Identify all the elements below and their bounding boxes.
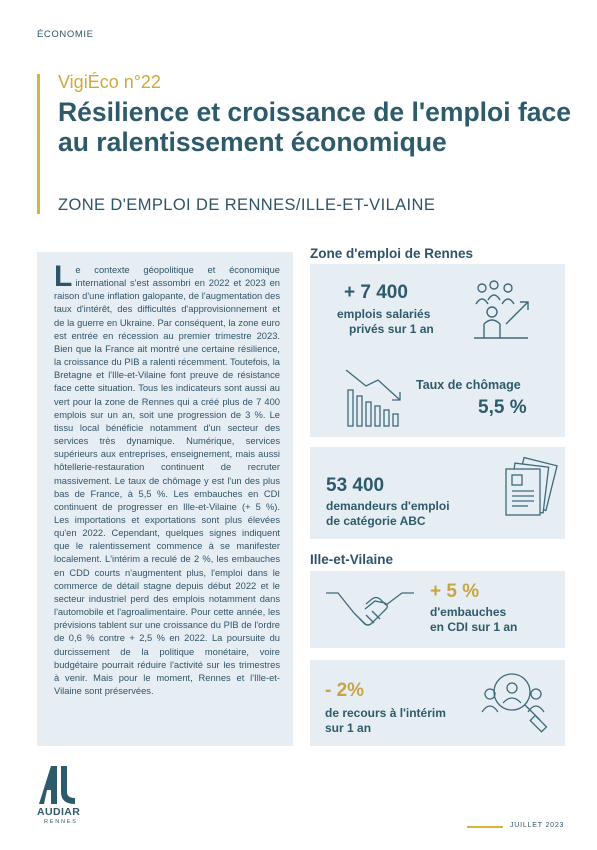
jobseekers-label-2: de catégorie ABC (326, 514, 426, 528)
handshake-icon (324, 583, 416, 635)
group-growth-icon (470, 280, 532, 340)
declining-bars-icon (344, 366, 408, 428)
jobs-value: + 7 400 (344, 282, 408, 303)
drop-cap: L (54, 260, 73, 293)
documents-icon (500, 455, 560, 521)
footer-date: JUILLET 2023 (510, 822, 565, 829)
interim-card (310, 660, 565, 746)
interim-value: - 2% (325, 680, 365, 701)
people-search-icon (480, 668, 552, 736)
jobs-label-1: emplois salariés (337, 307, 431, 321)
interim-label-1: de recours à l'intérim (325, 706, 446, 720)
title-accent-bar (37, 74, 40, 214)
cdi-card (310, 571, 565, 648)
audiar-logo (37, 764, 77, 806)
logo-name: AUDIAR (37, 806, 81, 818)
article-text: e contexte géopolitique et économique international s'est assombri en 2022 et 2023 en raison d'une inflation galopante, de l'augmentation des taux d'intérêt, des difficultés d'approvisionnement et de la guerre en Ukraine. Par conséquent, la zone euro est entrée en récession au premier trimestre 2023. Bien que la France ait montré une certaine résilience, la croissance du PIB a ralenti récemment. Toutefois, la Bretagne et l'Ille-et-Vilaine font preuve de résistance face cette situation. Tous les indicateurs sont aussi au vert pour la zone de Rennes qui a créé plus de 7 400 emplois sur un an, soit une progression de 3 %. Le tissu local bénéficie notamment d'un secteur des services très dynamique. Numérique, services supérieurs aux entreprises, enseignement, mais aussi hôtellerie-restauration continuent de recruter massivement. Le taux de chômage y est l'un des plus bas de France, à 5,5 %. Les embauches en CDI continuent de progresser en Ille-et-Vilaine (+ 5 %). Les importations et exportations sont plus élevées qu'en 2022. Cependant, quelques signes indiquent que le ralentissement commence à se manifester localement. L'intérim a reculé de 2 %, les embauches en CDD courts n'augmentent plus, l'emploi dans le commerce de détail stagne depuis début 2022 et le secteur industriel perd des emplois notamment dans l'automobile et l'agroalimentaire. Pour cette année, les prévisions tablent sur une croissance du PIB de l'ordre de 0,6 % contre + 2,5 % en 2022. La poursuite du durcissement de la politique monétaire, voire budgétaire pourrait réduire l'activité sur les trimestres à venir. Mais pour le moment, Rennes et l'Ille-et-Vilaine sont préservées. (54, 265, 280, 696)
jobseekers-value: 53 400 (326, 475, 385, 496)
logo-subtitle: RENNES (44, 819, 78, 825)
footer-accent-line (467, 826, 503, 828)
page-subtitle: ZONE D'EMPLOI DE RENNES/ILLE-ET-VILAINE (58, 196, 436, 214)
page-title: Résilience et croissance de l'emploi face au ralentissement économique (58, 97, 571, 157)
cdi-label-2: en CDI sur 1 an (430, 620, 518, 634)
interim-label-2: sur 1 an (325, 721, 372, 735)
cdi-value: + 5 % (430, 581, 480, 602)
jobseekers-label-1: demandeurs d'emploi (326, 499, 450, 513)
unemployment-label: Taux de chômage (416, 378, 521, 392)
article-body (54, 260, 280, 698)
ille-heading: Ille-et-Vilaine (310, 552, 394, 567)
jobs-card (310, 264, 565, 375)
section-label: ÉCONOMIE (37, 29, 94, 40)
cdi-label-1: d'embauches (430, 605, 507, 619)
unemployment-card (310, 362, 565, 437)
jobs-label-2: privés sur 1 an (349, 322, 434, 336)
unemployment-value: 5,5 % (478, 397, 527, 418)
jobseekers-card (310, 447, 565, 539)
rennes-heading: Zone d'emploi de Rennes (310, 246, 473, 261)
publication-kicker: VigiÉco n°22 (58, 72, 161, 92)
